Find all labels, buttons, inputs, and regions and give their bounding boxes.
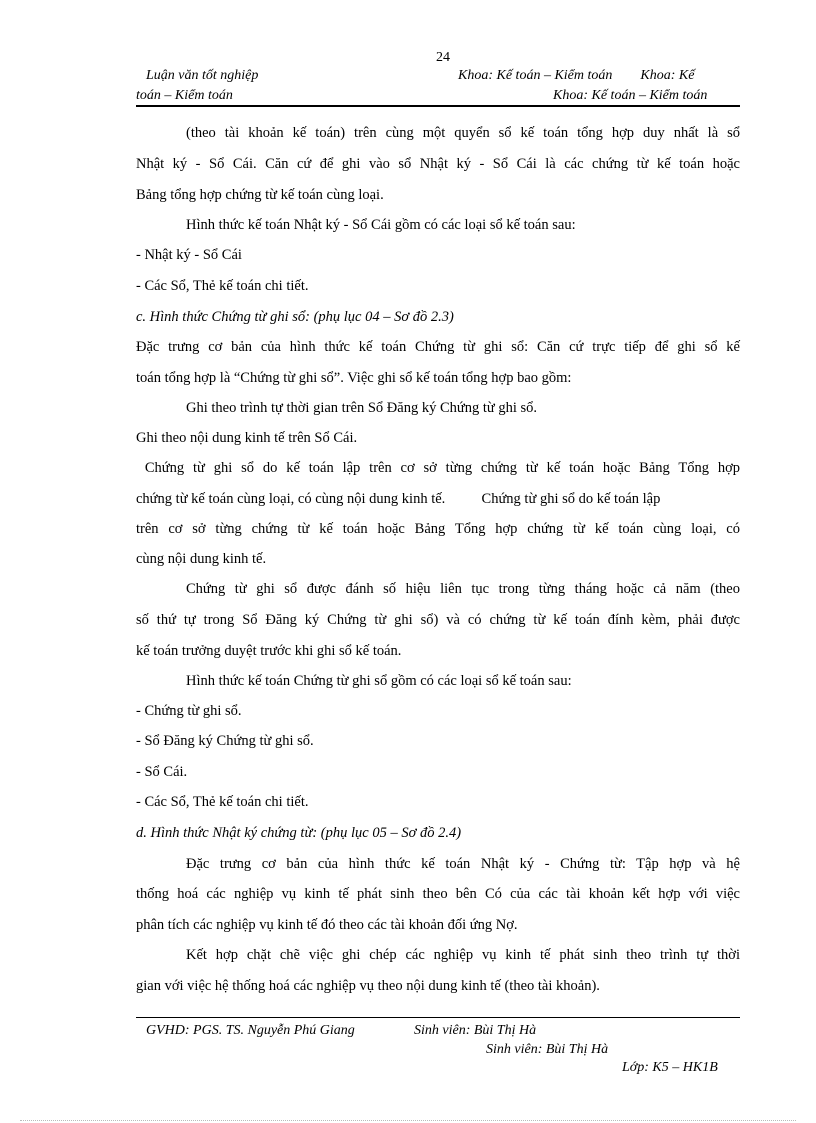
- footer-class: Lớp: K5 – HK1B: [622, 1060, 718, 1075]
- header-right-line2: Khoa: Kế toán – Kiểm toán: [553, 88, 708, 103]
- page-edge: [20, 1120, 796, 1121]
- list-item: - Các Sổ, Thẻ kế toán chi tiết.: [136, 278, 309, 294]
- body-line: trên cơ sở từng chứng từ kế toán hoặc Bảng Tổng hợp chứng từ kế toán cùng loại, có: [136, 521, 740, 537]
- section-heading: d. Hình thức Nhật ký chứng từ: (phụ lục 05 – Sơ đồ 2.4): [136, 825, 462, 841]
- body-line: thống hoá các nghiệp vụ kinh tế phát sinh theo bên Có của các tài khoản kết hợp với việc: [136, 886, 740, 902]
- footer-student-2: Sinh viên: Bùi Thị Hà: [486, 1042, 609, 1057]
- body-line: cùng nội dung kinh tế.: [136, 551, 267, 567]
- body-line: chứng từ kế toán cùng loại, có cùng nội dung kinh tế. Chứng từ ghi sổ do kế toán lập: [136, 491, 661, 507]
- body-line: (theo tài khoản kế toán) trên cùng một quyển sổ kế toán tổng hợp duy nhất là sổ: [186, 125, 740, 141]
- body-line: Nhật ký - Sổ Cái. Căn cứ để ghi vào sổ Nhật ký - Sổ Cái là các chứng từ kế toán hoặc: [136, 156, 740, 172]
- body-line: Đặc trưng cơ bản của hình thức kế toán Nhật ký - Chứng từ: Tập hợp và hệ: [186, 856, 740, 872]
- body-line: Ghi theo nội dung kinh tế trên Sổ Cái.: [136, 430, 358, 446]
- page-number: 24: [436, 50, 450, 65]
- footer-advisor: GVHD: PGS. TS. Nguyễn Phú Giang: [146, 1023, 355, 1038]
- header-left-line2: toán – Kiểm toán: [136, 88, 233, 103]
- body-line: số thứ tự trong Sổ Đăng ký Chứng từ ghi sổ) và có chứng từ kế toán đính kèm, phải được: [136, 612, 740, 628]
- body-line: Đặc trưng cơ bản của hình thức kế toán Chứng từ ghi sổ: Căn cứ trực tiếp để ghi sổ kế: [136, 339, 740, 355]
- header-right-line1: Khoa: Kế toán – Kiểm toán Khoa: Kế: [458, 68, 695, 83]
- body-line: Ghi theo trình tự thời gian trên Sổ Đăng ký Chứng từ ghi sổ.: [186, 400, 538, 416]
- body-line: toán tổng hợp là “Chứng từ ghi sổ”. Việc ghi sổ kế toán tổng hợp bao gồm:: [136, 370, 572, 386]
- header-divider: [136, 105, 740, 107]
- body-line: Chứng từ ghi sổ được đánh số hiệu liên tục trong từng tháng hoặc cả năm (theo: [186, 581, 740, 597]
- body-line: Hình thức kế toán Chứng từ ghi sổ gồm có các loại sổ kế toán sau:: [186, 673, 572, 689]
- body-line: phân tích các nghiệp vụ kinh tế đó theo các tài khoản đối ứng Nợ.: [136, 917, 518, 933]
- footer-student-1: Sinh viên: Bùi Thị Hà: [414, 1023, 537, 1038]
- list-item: - Sổ Đăng ký Chứng từ ghi sổ.: [136, 733, 314, 749]
- footer-divider: [136, 1017, 740, 1018]
- list-item: - Nhật ký - Sổ Cái: [136, 247, 242, 263]
- section-heading: c. Hình thức Chứng từ ghi sổ: (phụ lục 04 – Sơ đồ 2.3): [136, 309, 454, 325]
- list-item: - Sổ Cái.: [136, 764, 188, 780]
- body-line: Kết hợp chặt chẽ việc ghi chép các nghiệp vụ kinh tế phát sinh theo trình tự thời: [186, 947, 740, 963]
- list-item: - Các Sổ, Thẻ kế toán chi tiết.: [136, 794, 309, 810]
- body-line: Hình thức kế toán Nhật ký - Sổ Cái gồm có các loại sổ kế toán sau:: [186, 217, 576, 233]
- body-line: gian với việc hệ thống hoá các nghiệp vụ theo nội dung kinh tế (theo tài khoản).: [136, 978, 600, 994]
- header-left-line1: Luận văn tốt nghiệp: [146, 68, 259, 83]
- body-line: kế toán trưởng duyệt trước khi ghi sổ kế toán.: [136, 643, 402, 659]
- list-item: - Chứng từ ghi sổ.: [136, 703, 242, 719]
- body-line: Chứng từ ghi sổ do kế toán lập trên cơ sở từng chứng từ kế toán hoặc Bảng Tổng hợp: [136, 460, 740, 476]
- body-line: Bảng tổng hợp chứng từ kế toán cùng loại.: [136, 187, 384, 203]
